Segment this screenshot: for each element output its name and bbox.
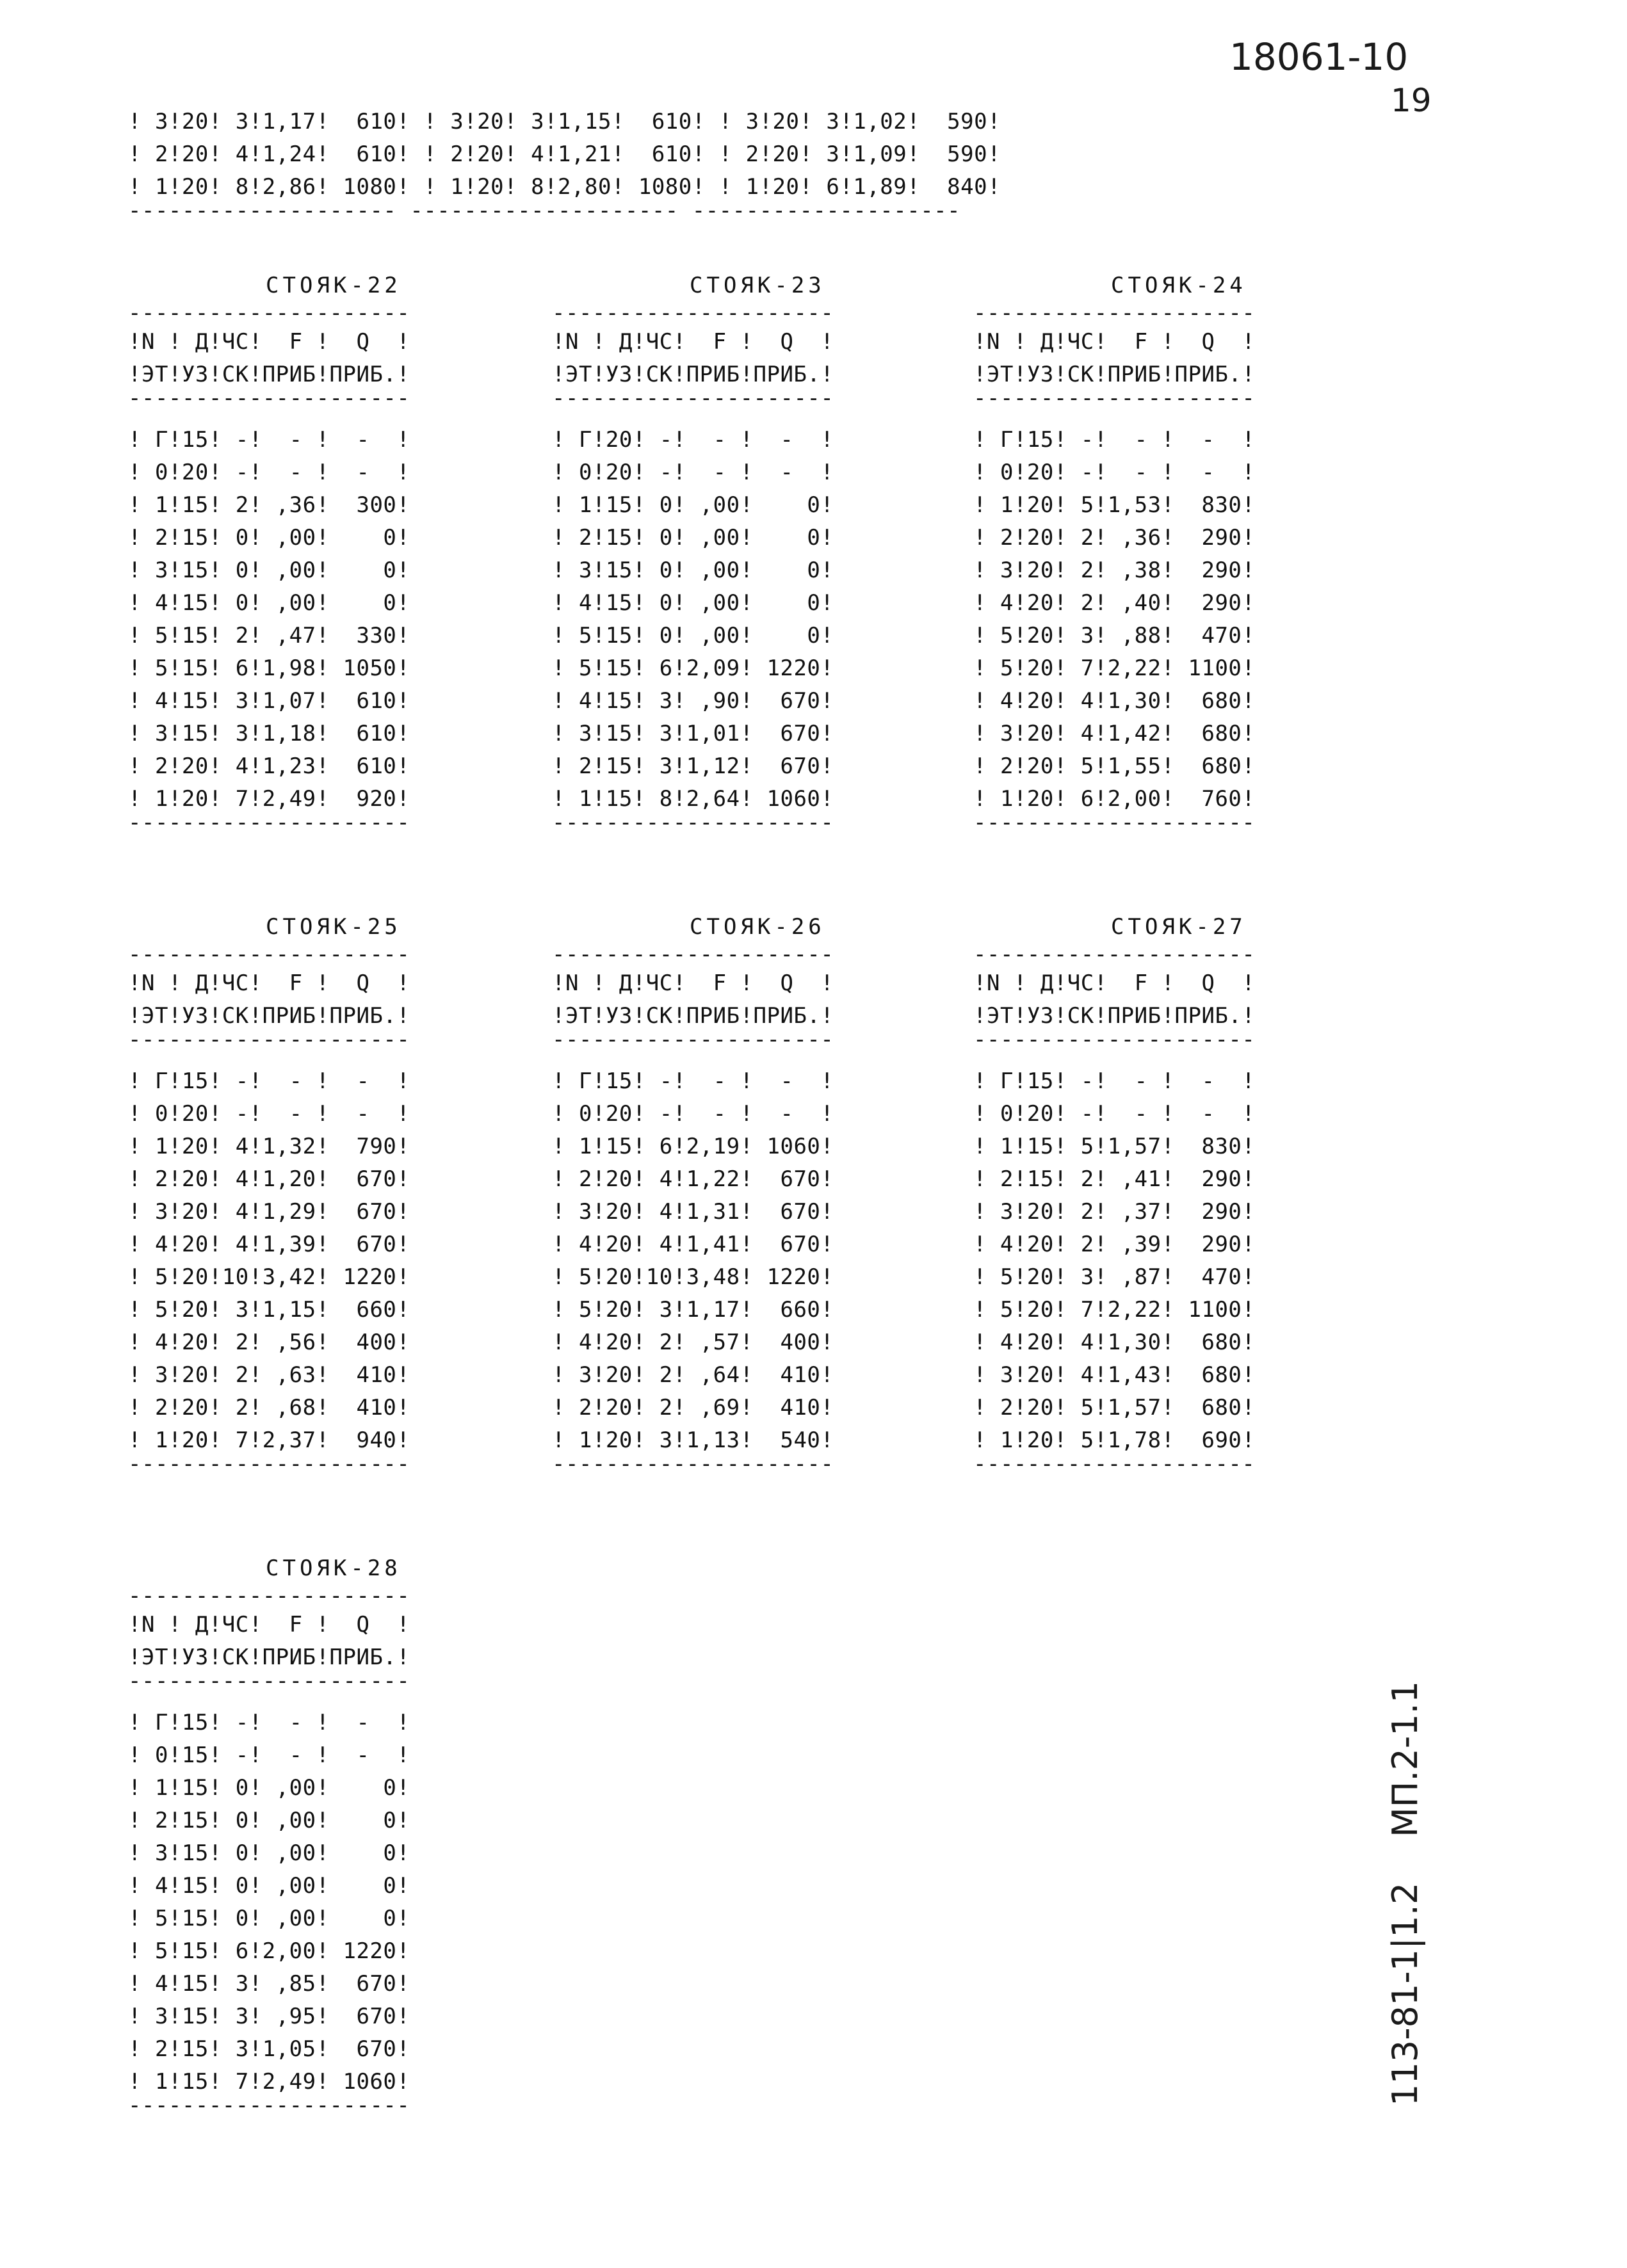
table-row: ! 4!20! 4!1,30! 680! <box>973 688 1256 714</box>
table-row: ! 4!15! 3! ,90! 670! <box>552 688 834 714</box>
rule-line: --------------------- <box>973 1026 1256 1052</box>
table-title: СТОЯК-22 <box>266 273 401 298</box>
table-row: ! 5!20!10!3,42! 1220! <box>128 1264 410 1290</box>
table-row: ! 0!20! -! - ! - ! <box>552 459 834 485</box>
table-row: ! 4!20! 2! ,57! 400! <box>552 1329 834 1355</box>
table-header-line: !ЭТ!УЗ!СК!ПРИБ!ПРИБ.! <box>128 1644 410 1670</box>
table-row: ! 3!15! 0! ,00! 0! <box>128 557 410 583</box>
doc-number: 18061-10 <box>1229 35 1409 79</box>
table-row: ! 1!20! 7!2,49! 920! <box>128 785 410 812</box>
table-row: ! 2!15! 3!1,05! 670! <box>128 2036 410 2062</box>
table-row: ! 2!15! 0! ,00! 0! <box>128 1807 410 1833</box>
table-row: ! 5!20! 3!1,17! 660! <box>552 1296 834 1323</box>
table-row: ! 3!20! 2! ,38! 290! <box>973 557 1256 583</box>
table-row: ! 2!15! 0! ,00! 0! <box>128 524 410 551</box>
table-row: ! 5!15! 0! ,00! 0! <box>552 622 834 648</box>
table-row: ! 2!20! 4!1,20! 670! <box>128 1166 410 1192</box>
table-row: ! 5!20! 7!2,22! 1100! <box>973 655 1256 681</box>
table-row: ! 1!20! 5!1,53! 830! <box>973 492 1256 518</box>
table-row: ! 1!15! 0! ,00! 0! <box>128 1774 410 1801</box>
table-row: ! 3!20! 4!1,29! 670! <box>128 1198 410 1225</box>
rule-line: --------------------- <box>552 1026 834 1052</box>
table-title: СТОЯК-27 <box>1111 914 1247 940</box>
rule-line: --------------------- <box>552 1451 834 1477</box>
table-header-line: !N ! Д!ЧС! F ! Q ! <box>973 970 1256 996</box>
rule-line: --------------------- <box>128 942 410 967</box>
table-row: ! 4!20! 2! ,39! 290! <box>973 1231 1256 1257</box>
table-header-line: !N ! Д!ЧС! F ! Q ! <box>973 328 1256 355</box>
table-header-line: !N ! Д!ЧС! F ! Q ! <box>128 970 410 996</box>
table-row: ! 5!20! 3!1,15! 660! <box>128 1296 410 1323</box>
table-row: ! 4!20! 2! ,56! 400! <box>128 1329 410 1355</box>
table-row: ! 5!15! 0! ,00! 0! <box>128 1905 410 1931</box>
table-row: ! 3!15! 0! ,00! 0! <box>128 1840 410 1866</box>
table-row: ! 2!20! 5!1,55! 680! <box>973 753 1256 779</box>
table-row: ! Г!15! -! - ! - ! <box>973 1068 1256 1094</box>
table-row: ! 3!20! 2! ,64! 410! <box>552 1362 834 1388</box>
rule-line: --------------------- <box>973 300 1256 326</box>
table-row: ! 5!15! 6!1,98! 1050! <box>128 655 410 681</box>
table-row: ! 0!20! -! - ! - ! <box>552 1100 834 1127</box>
table-row: ! 0!20! -! - ! - ! <box>128 459 410 485</box>
table-row: ! 4!20! 2! ,40! 290! <box>973 590 1256 616</box>
table-row: ! Г!15! -! - ! - ! <box>128 1068 410 1094</box>
rule-line: --------------------- <box>552 385 834 411</box>
table-row: ! 2!20! 4!1,23! 610! <box>128 753 410 779</box>
table-row: ! 3!20! 2! ,63! 410! <box>128 1362 410 1388</box>
table-row: ! 5!15! 6!2,00! 1220! <box>128 1938 410 1964</box>
rule-line: --------------------- <box>128 300 410 326</box>
table-header-line: !ЭТ!УЗ!СК!ПРИБ!ПРИБ.! <box>128 361 410 387</box>
page-number: 19 <box>1391 82 1432 119</box>
table-row: ! 1!15! 5!1,57! 830! <box>973 1133 1256 1159</box>
table-row: ! Г!15! -! - ! - ! <box>973 426 1256 453</box>
table-header-line: !ЭТ!УЗ!СК!ПРИБ!ПРИБ.! <box>973 1002 1256 1029</box>
table-row: ! 0!20! -! - ! - ! <box>973 459 1256 485</box>
table-header-line: !ЭТ!УЗ!СК!ПРИБ!ПРИБ.! <box>128 1002 410 1029</box>
table-row: ! 1!15! 8!2,64! 1060! <box>552 785 834 812</box>
table-header-line: !N ! Д!ЧС! F ! Q ! <box>552 328 834 355</box>
table-row: ! 5!20! 3! ,88! 470! <box>973 622 1256 648</box>
rule-line: --------------------- <box>128 385 410 411</box>
table-row: ! 0!20! -! - ! - ! <box>128 1100 410 1127</box>
rule-line: --------------------- <box>128 1668 410 1694</box>
rule-line: --------------------- <box>973 942 1256 967</box>
rule-line: -------------------- -------------------- -------------------- <box>128 198 961 223</box>
rule-line: --------------------- <box>128 1026 410 1052</box>
table-row: ! 3!15! 3!1,01! 670! <box>552 720 834 746</box>
table-row: ! 5!20! 7!2,22! 1100! <box>973 1296 1256 1323</box>
rule-line: --------------------- <box>973 1451 1256 1477</box>
table-header-line: !N ! Д!ЧС! F ! Q ! <box>552 970 834 996</box>
table-row: ! 3!20! 4!1,43! 680! <box>973 1362 1256 1388</box>
table-row: ! 1!20! 7!2,37! 940! <box>128 1427 410 1453</box>
table-row: ! 2!15! 3!1,12! 670! <box>552 753 834 779</box>
table-row: ! 3!20! 2! ,37! 290! <box>973 1198 1256 1225</box>
table-title: СТОЯК-23 <box>690 273 825 298</box>
table-row: ! 4!15! 3!1,07! 610! <box>128 688 410 714</box>
rule-line: --------------------- <box>973 385 1256 411</box>
table-row: ! 2!15! 0! ,00! 0! <box>552 524 834 551</box>
table-row: ! 2!20! 5!1,57! 680! <box>973 1394 1256 1420</box>
table-row: ! 3!15! 3!1,18! 610! <box>128 720 410 746</box>
table-header-line: !ЭТ!УЗ!СК!ПРИБ!ПРИБ.! <box>552 361 834 387</box>
table-row: ! 1!20! 5!1,78! 690! <box>973 1427 1256 1453</box>
table-row: ! 4!15! 3! ,85! 670! <box>128 1970 410 1997</box>
table-row: ! 4!15! 0! ,00! 0! <box>128 590 410 616</box>
stamp-sheet: МП.2-1.1 <box>1385 1680 1425 1837</box>
table-row: ! 1!20! 6!2,00! 760! <box>973 785 1256 812</box>
table-row: ! 4!20! 4!1,41! 670! <box>552 1231 834 1257</box>
table-row: ! 2!20! 2! ,68! 410! <box>128 1394 410 1420</box>
continuation-row: ! 2!20! 4!1,24! 610! ! 2!20! 4!1,21! 610! ! 2!20! 3!1,09! 590! <box>128 141 1001 167</box>
table-row: ! 5!15! 6!2,09! 1220! <box>552 655 834 681</box>
table-row: ! 4!20! 4!1,30! 680! <box>973 1329 1256 1355</box>
table-row: ! Г!15! -! - ! - ! <box>128 426 410 453</box>
table-row: ! 3!15! 3! ,95! 670! <box>128 2003 410 2029</box>
table-row: ! 5!20! 3! ,87! 470! <box>973 1264 1256 1290</box>
table-row: ! 3!20! 4!1,42! 680! <box>973 720 1256 746</box>
rule-line: --------------------- <box>973 809 1256 835</box>
rule-line: --------------------- <box>128 1583 410 1609</box>
table-row: ! Г!15! -! - ! - ! <box>552 1068 834 1094</box>
table-row: ! 2!20! 2! ,69! 410! <box>552 1394 834 1420</box>
table-row: ! 4!20! 4!1,39! 670! <box>128 1231 410 1257</box>
table-title: СТОЯК-26 <box>690 914 825 940</box>
rule-line: --------------------- <box>128 1451 410 1477</box>
rule-line: --------------------- <box>552 300 834 326</box>
rule-line: --------------------- <box>552 942 834 967</box>
table-row: ! 1!15! 0! ,00! 0! <box>552 492 834 518</box>
table-header-line: !ЭТ!УЗ!СК!ПРИБ!ПРИБ.! <box>552 1002 834 1029</box>
table-row: ! 1!20! 4!1,32! 790! <box>128 1133 410 1159</box>
table-title: СТОЯК-24 <box>1111 273 1247 298</box>
table-row: ! 0!20! -! - ! - ! <box>973 1100 1256 1127</box>
table-row: ! Г!15! -! - ! - ! <box>128 1709 410 1735</box>
table-title: СТОЯК-25 <box>266 914 401 940</box>
table-title: СТОЯК-28 <box>266 1556 401 1581</box>
table-row: ! 1!15! 6!2,19! 1060! <box>552 1133 834 1159</box>
table-row: ! 3!15! 0! ,00! 0! <box>552 557 834 583</box>
table-row: ! 1!20! 3!1,13! 540! <box>552 1427 834 1453</box>
table-row: ! 4!15! 0! ,00! 0! <box>552 590 834 616</box>
table-row: ! 4!15! 0! ,00! 0! <box>128 1872 410 1899</box>
table-row: ! 2!15! 2! ,41! 290! <box>973 1166 1256 1192</box>
table-row: ! 2!20! 2! ,36! 290! <box>973 524 1256 551</box>
table-row: ! 2!20! 4!1,22! 670! <box>552 1166 834 1192</box>
rule-line: --------------------- <box>552 809 834 835</box>
table-row: ! 1!15! 2! ,36! 300! <box>128 492 410 518</box>
rule-line: --------------------- <box>128 2092 410 2118</box>
table-row: ! 1!15! 7!2,49! 1060! <box>128 2068 410 2095</box>
continuation-row: ! 3!20! 3!1,17! 610! ! 3!20! 3!1,15! 610! ! 3!20! 3!1,02! 590! <box>128 109 1001 134</box>
table-row: ! 5!15! 2! ,47! 330! <box>128 622 410 648</box>
continuation-row: ! 1!20! 8!2,86! 1080! ! 1!20! 8!2,80! 1080! ! 1!20! 6!1,89! 840! <box>128 174 1001 200</box>
table-row: ! Г!20! -! - ! - ! <box>552 426 834 453</box>
table-header-line: !N ! Д!ЧС! F ! Q ! <box>128 328 410 355</box>
table-header-line: !N ! Д!ЧС! F ! Q ! <box>128 1611 410 1637</box>
rule-line: --------------------- <box>128 809 410 835</box>
stamp-code: 113-81-1|1.2 <box>1385 1882 1425 2106</box>
table-row: ! 3!20! 4!1,31! 670! <box>552 1198 834 1225</box>
table-row: ! 5!20!10!3,48! 1220! <box>552 1264 834 1290</box>
table-header-line: !ЭТ!УЗ!СК!ПРИБ!ПРИБ.! <box>973 361 1256 387</box>
table-row: ! 0!15! -! - ! - ! <box>128 1742 410 1768</box>
